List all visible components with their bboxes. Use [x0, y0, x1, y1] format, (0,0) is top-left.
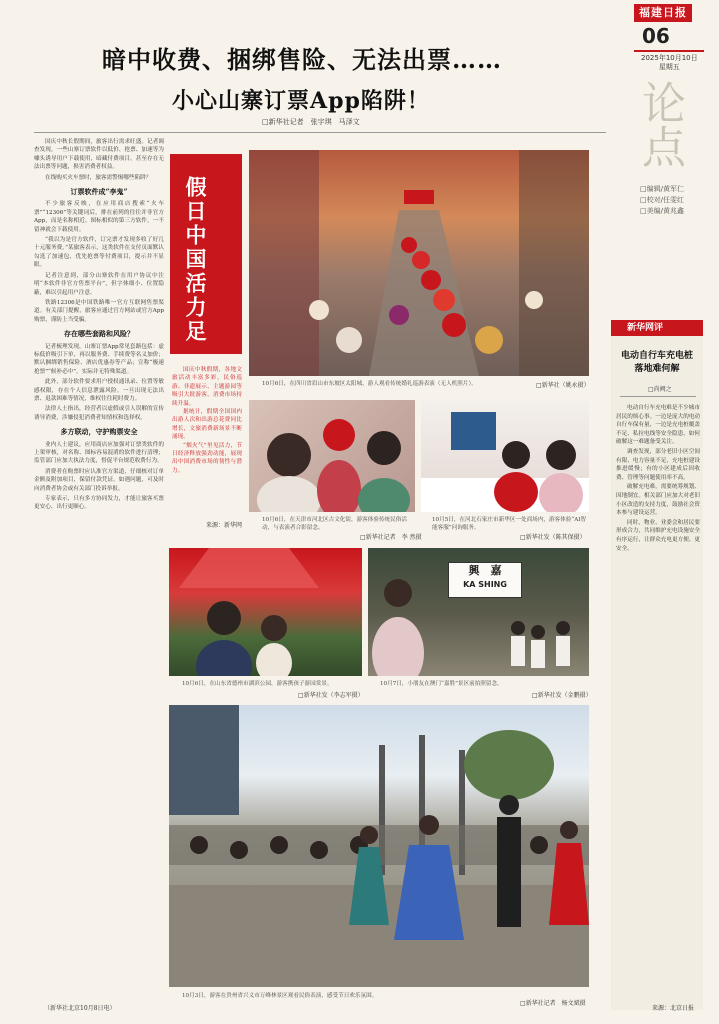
feature-banner-title: 假日中国活力足 [183, 176, 208, 344]
masthead-rule [634, 50, 704, 52]
photo-credit: □新华社记者 李 然摄 [360, 534, 422, 541]
article-paragraph: 铁路12306是中国铁路唯一官方互联网售票渠道。有关部门提醒，旅客应通过官方网站或官方App购票，谨防上当受骗。 [34, 299, 164, 323]
article-subhead: 存在哪些套路和风险？ [64, 329, 134, 339]
commentary-body [616, 404, 700, 554]
photo-ai-service [421, 400, 589, 512]
photo-parade [249, 150, 589, 376]
feature-paragraph: 据统计，假期全国国内出游人次和出游总花费同比增长，文旅消费新场景不断涌现。 [172, 409, 242, 441]
feature-paragraph: “烟火气”里见活力，节日经济释放强劲动能，展现出中国消费市场的韧性与潜力。 [172, 442, 242, 474]
commentary-paragraph: 电动自行车充电难是不少城市居民的烦心事。一边是庞大的电动自行车保有量，一边是充电桩覆盖不足、私拉电线等安全隐患，如何破解这一难题备受关注。 [616, 405, 700, 446]
editor-credits [640, 184, 684, 217]
main-article [34, 138, 164, 514]
article-paragraph: 法律人士指出，经营者以虚假或引人误解的宣传诱导消费，涉嫌侵犯消费者知情权和选择权。 [34, 406, 164, 421]
article-paragraph: “我以为是官方软件，订完票才发现多收了好几十元服务费。”某旅客表示，这类软件在支付页面默认勾选了加速包、优先抢票等付费项目，提示并不显眼。 [34, 237, 164, 269]
commentary-paragraph: 同时，物业、业委会和居民要形成合力，共同维护充电设施安全有序运行，让群众充电更方便、更安全。 [616, 519, 700, 552]
feature-credit: 来源：新华网 [206, 522, 243, 529]
commentary-tag: 新华网评 [611, 320, 703, 336]
editor-line: □校对/任雯红 [640, 196, 684, 204]
article-byline: □新华社记者 张宇琪 马泽文 [262, 118, 360, 126]
article-paragraph: 国庆中秋长假期间，旅客出行需求旺盛。记者调查发现，一些山寨订票软件以低价、抢票、加速等为噱头诱导用户下载使用，暗藏付费项目，甚至存在无法出票等问题，损害消费者权益。 [34, 139, 164, 171]
photo-caption: 10月6日，在天津市河北区古文化街，游客体验传统民俗活动，与表演者合影留念。 [262, 517, 407, 531]
photo-dance [169, 705, 589, 987]
photo-credit: □新华社记者 杨文斌摄 [520, 1000, 586, 1007]
photo-caption: 10月6日，在四川省眉山市东坡区太阳城，游人观看传统婚礼巡游表演（无人机照片）。 [262, 381, 477, 387]
photo-macau [368, 548, 589, 676]
headline-line-2: 小心山寨订票App陷阱！ [172, 88, 430, 114]
commentary-author: □尚阙之 [648, 386, 672, 393]
photo-caption: 10月3日，游客在贵州省兴义市万峰林景区观看民俗表演，感受节日欢乐氛围。 [182, 993, 378, 999]
photo-family [169, 548, 362, 676]
editor-line: □编辑/黄军仁 [640, 185, 684, 193]
editor-line: □美编/黄兆鑫 [640, 207, 684, 215]
date-text: 2025年10月10日 [641, 54, 698, 62]
article-paragraph: 不少旅客反映，在应用商店搜索“火车票”“12306”等关键词后，排在前列的往往并非官方App，而是名称相近、图标相似的第三方软件，一不留神就会下载使用。 [34, 201, 164, 233]
headline-line-1: 暗中收费、捆绑售险、无法出票…… [102, 45, 502, 74]
photo-credit: □新华社发（金鹏摄） [532, 692, 592, 699]
dance-scene [169, 705, 589, 987]
article-credit: （新华社北京10月8日电） [44, 1005, 116, 1012]
commentary-divider [620, 396, 696, 397]
article-paragraph: 在线购买火车票时，旅客需警惕哪些陷阱？ [45, 174, 152, 181]
sign-english: KA SHING [463, 580, 507, 589]
article-paragraph: 专家表示，只有多方协同发力，才能让旅客买票更安心、出行更顺心。 [34, 496, 164, 511]
article-paragraph: 记者注意到，部分山寨软件在用户协议中注明“本软件非官方售票平台”，但字体细小、位置隐蔽，难以引起用户注意。 [34, 272, 164, 296]
photo-selfie [249, 400, 415, 512]
newspaper-name: 福建日报 [634, 4, 692, 22]
article-paragraph: 业内人士建议，应用商店应加强对订票类软件的上架审核，对名称、图标容易混淆的软件进行清理；监管部门应加大执法力度，督促平台规范收费行为。 [34, 441, 164, 465]
feature-paragraph: 国庆中秋假期，各地文旅活动丰富多彩，民俗巡游、非遗展示、主题游园等吸引大批游客，消费市场持续升温。 [172, 367, 242, 407]
article-subhead: 订票软件成“李鬼” [70, 187, 128, 197]
photo-credit: □新华社发（李志军摄） [298, 692, 364, 699]
article-paragraph: 记者梳理发现，山寨订票App常见套路包括：虚标低价吸引下单，再以服务费、手续费等名义加价；默认捆绑销售保险、酒店优惠券等产品；宣称“极速抢票”“候补必中”，实际并无特殊渠道。 [34, 343, 164, 375]
article-paragraph: 消费者在购票时应认准官方渠道，仔细核对订单金额及附加项目，保留付款凭证。如遇问题，可及时向消费者协会或有关部门投诉举报。 [34, 468, 164, 492]
commentary-credit: 来源：北京日报 [652, 1005, 695, 1012]
photo-caption: 10月7日，小朋友在澳门“嘉胜”景区前拍照留念。 [380, 681, 503, 687]
feature-intro [172, 366, 242, 475]
family-scene [169, 548, 362, 676]
commentary-paragraph: 调查发现，部分老旧小区空间有限、电力容量不足，充电桩建设推进缓慢；有的小区建成后因收费、管理等问题使用率不高。 [616, 448, 700, 481]
commentary-title: 电动自行车充电桩 落地难何解 [620, 351, 703, 374]
headline-divider [34, 132, 606, 133]
parade-scene [249, 150, 589, 376]
selfie-scene [249, 400, 415, 512]
page-number: 06 [642, 24, 670, 48]
issue-date [641, 54, 698, 72]
section-name: 论点 [634, 80, 685, 168]
photo-caption: 10月5日，在河北石家庄市新华区一处商场内，游客体验“AI智能客服”问询服务。 [432, 517, 587, 531]
sign-chinese: 興 嘉 [468, 564, 502, 577]
weekday-text: 星期五 [658, 63, 680, 71]
article-subhead: 多方联动，守护购票安全 [60, 427, 138, 437]
ka-shing-sign [448, 562, 522, 598]
photo-credit: □新华社（姚永摄） [536, 382, 590, 389]
article-paragraph: 此外，部分软件要求用户授权通讯录、位置等敏感权限，存在个人信息泄露风险。一旦出现无法出票、退款困难等情况，维权往往耗时费力。 [34, 379, 164, 402]
photo-caption: 10月6日，在山东省德州市湖滨公园，游客携孩子游园赏景。 [182, 681, 333, 687]
photo-credit: □新华社发（陈其保摄） [520, 534, 586, 541]
commentary-paragraph: 破解充电难，需要统筹规划、因地制宜。相关部门应加大对老旧小区改造的支持力度，鼓励社会资本参与建设运营。 [616, 484, 700, 517]
ai-service-scene [421, 400, 589, 512]
